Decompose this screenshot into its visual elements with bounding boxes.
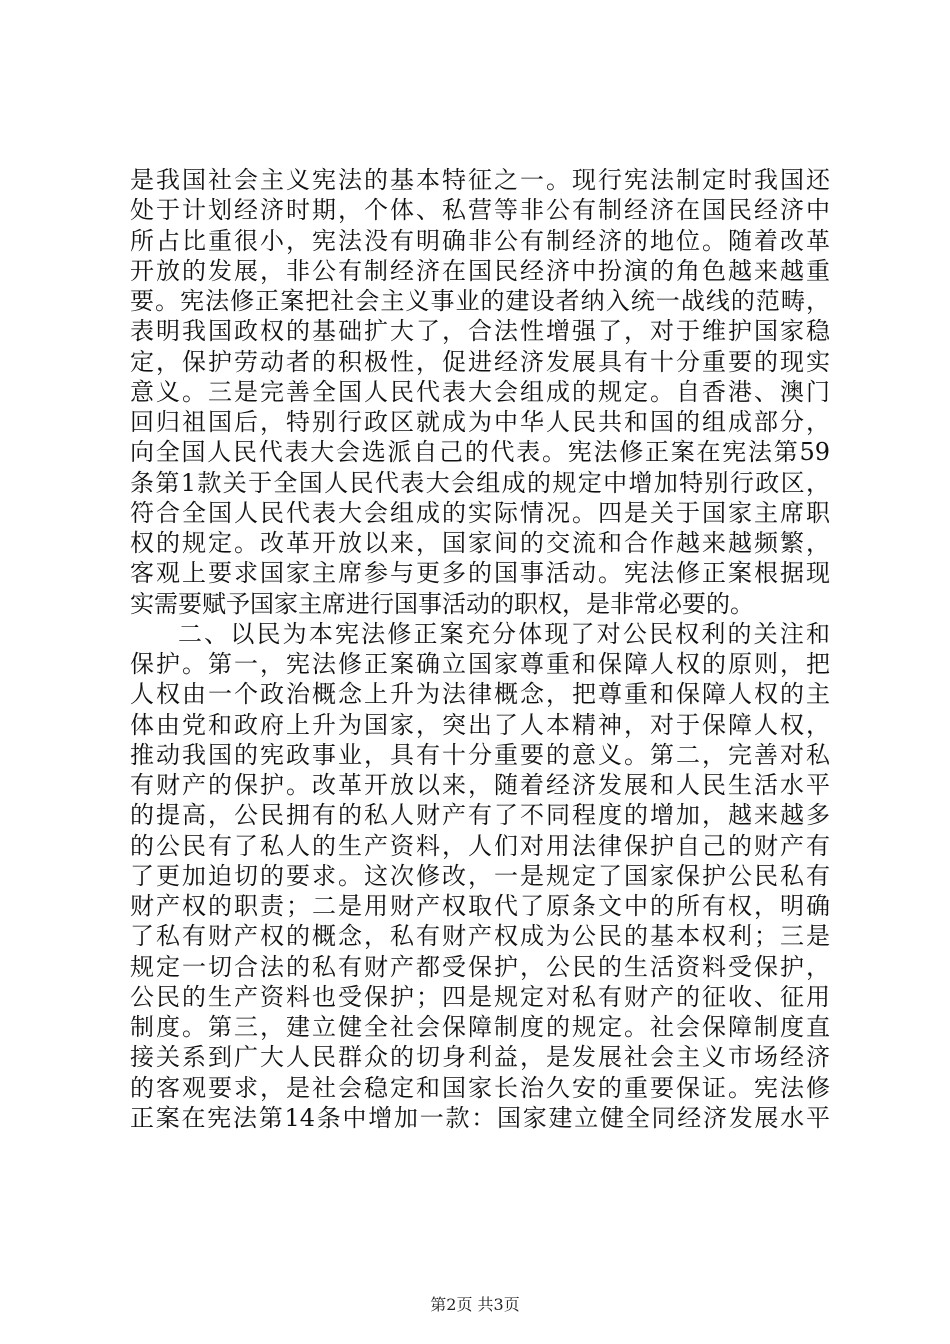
text-line: 有财产的保护。改革开放以来，随着经济发展和人民生活水平 <box>130 771 830 799</box>
text-line: 推动我国的宪政事业，具有十分重要的意义。第二，完善对私 <box>130 740 830 769</box>
text-line: 的客观要求，是社会稳定和国家长治久安的重要保证。宪法修 <box>130 1073 830 1102</box>
text-line: 所占比重很小，宪法没有明确非公有制经济的地位。随着改革 <box>130 226 830 255</box>
text-line: 正案在宪法第14条中增加一款：国家建立健全同经济发展水平 <box>130 1103 830 1132</box>
text-line: 人权由一个政治概念上升为法律概念，把尊重和保障人权的主 <box>130 680 830 709</box>
text-line: 客观上要求国家主席参与更多的国事活动。宪法修正案根据现 <box>130 559 830 588</box>
text-line: 保护。第一，宪法修正案确立国家尊重和保障人权的原则，把 <box>130 650 830 678</box>
text-line: 公民的生产资料也受保护；四是规定对私有财产的征收、征用 <box>130 982 830 1011</box>
text-line: 财产权的职责；二是用财产权取代了原条文中的所有权，明确 <box>130 892 830 920</box>
text-line: 向全国人民代表大会选派自己的代表。宪法修正案在宪法第59 <box>130 438 830 467</box>
text-line: 条第1款关于全国人民代表大会组成的规定中增加特别行政区， <box>130 468 830 497</box>
text-line: 的公民有了私人的生产资料，人们对用法律保护自己的财产有 <box>130 831 830 860</box>
text-line: 是我国社会主义宪法的基本特征之一。现行宪法制定时我国还 <box>130 166 830 194</box>
text-line: 处于计划经济时期，个体、私营等非公有制经济在国民经济中 <box>130 196 830 225</box>
text-line: 制度。第三，建立健全社会保障制度的规定。社会保障制度直 <box>130 1013 830 1041</box>
text-line: 定，保护劳动者的积极性，促进经济发展具有十分重要的现实 <box>130 347 830 376</box>
text-line: 权的规定。改革开放以来，国家间的交流和合作越来越频繁， <box>130 529 830 557</box>
text-line: 意义。三是完善全国人民代表大会组成的规定。自香港、澳门 <box>130 377 830 406</box>
text-line: 规定一切合法的私有财产都受保护，公民的生活资料受保护， <box>130 952 830 981</box>
text-line: 接关系到广大人民群众的切身利益，是发展社会主义市场经济 <box>130 1043 830 1072</box>
paragraph-end-line: 实需要赋予国家主席进行国事活动的职权，是非常必要的。 <box>130 589 754 618</box>
text-line: 要。宪法修正案把社会主义事业的建设者纳入统一战线的范畴， <box>130 287 830 315</box>
text-line: 了更加迫切的要求。这次修改，一是规定了国家保护公民私有 <box>130 861 830 890</box>
text-line: 表明我国政权的基础扩大了，合法性增强了，对于维护国家稳 <box>130 317 830 346</box>
document-body <box>130 165 830 1133</box>
text-line: 回归祖国后，特别行政区就成为中华人民共和国的组成部分， <box>130 408 830 436</box>
text-line: 的提高，公民拥有的私人财产有了不同程度的增加，越来越多 <box>130 801 830 830</box>
text-line: 开放的发展，非公有制经济在国民经济中扮演的角色越来越重 <box>130 256 830 285</box>
page-number-footer: 第2页 共3页 <box>430 1295 520 1314</box>
text-line: 体由党和政府上升为国家，突出了人本精神，对于保障人权， <box>130 710 830 739</box>
paragraph-start-line: 二、以民为本宪法修正案充分体现了对公民权利的关注和 <box>178 619 830 648</box>
text-line: 符合全国人民代表大会组成的实际情况。四是关于国家主席职 <box>130 498 830 527</box>
text-line: 了私有财产权的概念，私有财产权成为公民的基本权利；三是 <box>130 922 830 951</box>
